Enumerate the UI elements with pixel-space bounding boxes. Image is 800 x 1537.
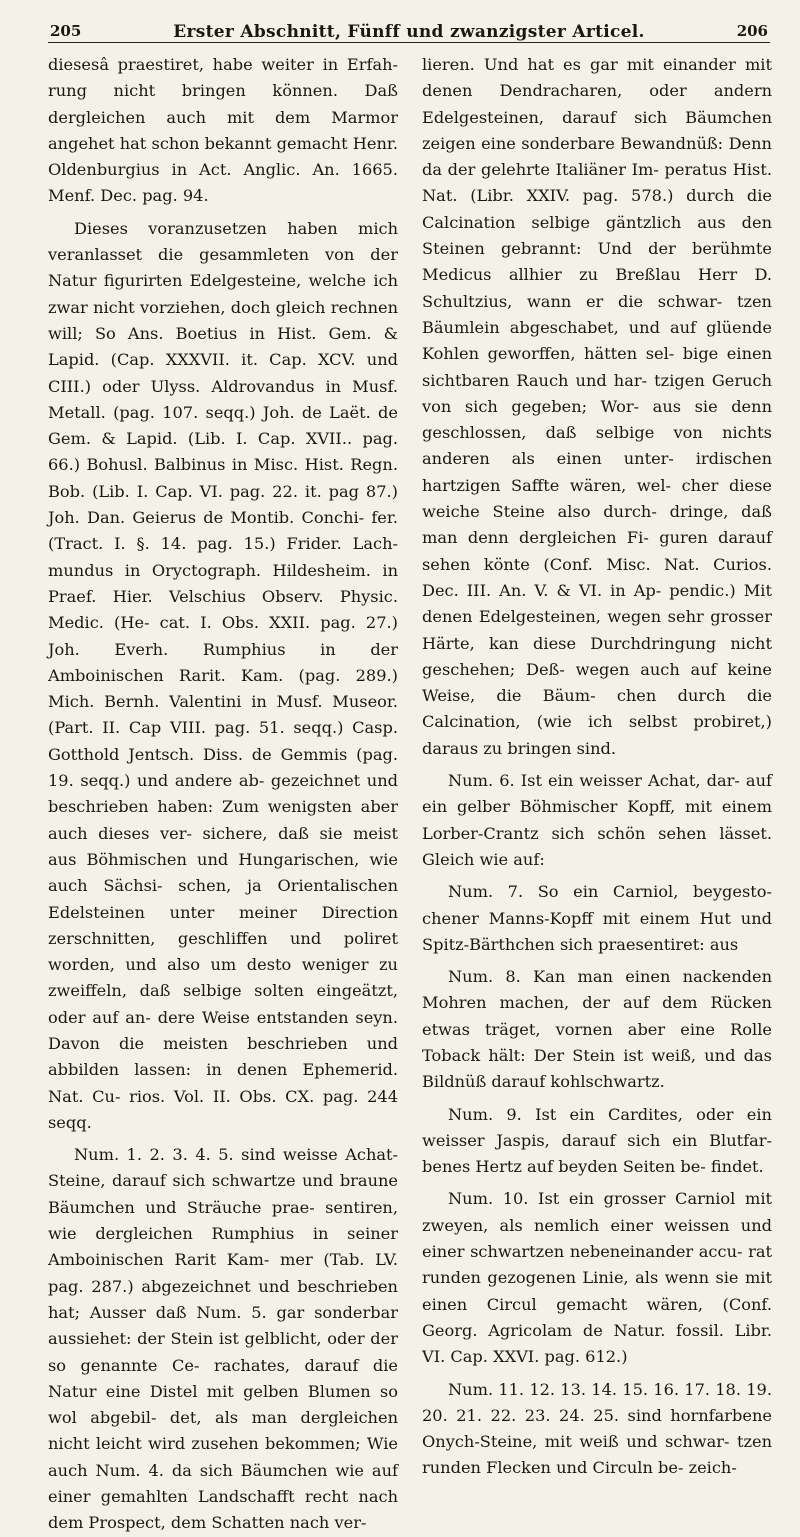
running-header <box>48 8 770 43</box>
running-title: Erster Abschnitt, Fünff und zwanzigster Articel. <box>173 22 645 42</box>
paragraph: Num. 11. 12. 13. 14. 15. 16. 17. 18. 19. 20. 21. 22. 23. 24. 25. sind hornfarbene Onych-Steine, mit weiß und schwar- tzen runden Flecken und Circuln be- zeich- <box>422 1379 772 1478</box>
paragraph: Dieses voranzusetzen haben mich veranlasset die gesammleten von der Natur figurirten Edelgesteine, welche ich zwar nicht vorziehen, doch gleich rechnen will; So Ans. Boetius in Hist. Gem. & Lapid. (Cap. XXXVII. it. Cap. XCV. und CIII.) oder Ulyss. Aldrovandus in Musf. Metall. (pag. 107. seqq.) Joh. de Laët. de Gem. & Lapid. (Lib. I. Cap. XVII.. pag. 66.) Bohusl. Balbinus in Misc. Hist. Regn. Bob. (Lib. I. Cap. VI. pag. 22. it. pag 87.) Joh. Dan. Geierus de Montib. Conchi- fer. (Tract. I. §. 14. pag. 15.) Frider. Lach- mundus in Oryctograph. Hildesheim. in Praef. Hier. Velschius Observ. Physic. Medic. (He- cat. I. Obs. XXII. pag. 27.) Joh. Everh. Rumphius in der Amboinischen Rarit. Kam. (pag. 289.) Mich. Bernh. Valentini in Musf. Museor. (Part. II. Cap VIII. pag. 51. seqq.) Casp. Gotthold Jentsch. Diss. de Gemmis (pag. 19. seqq.) und andere ab- gezeichnet und beschrieben haben: Zum wenigsten aber auch dieses ver- sichere, daß sie meist aus Böhmischen und Hungarischen, wie auch Sächsi- schen, ja Orientalischen Edelsteinen unter meiner Direction zerschnitten, geschliffen und poliret worden, und also um desto weniger zu zweiffeln, daß selbige solten eingeätzt, oder auf an- dere Weise entstanden seyn. Davon die meisten beschrieben und abbilden lassen: in denen Ephemerid. Nat. Cu- rios. Vol. II. Obs. CX. pag. 244 seqq. <box>48 218 398 1132</box>
paragraph: Num. 6. Ist ein weisser Achat, dar- auf ein gelber Böhmischer Kopff, mit einem Lorber-Crantz sich schön sehen lässet. Gleich wie auf: <box>422 771 772 869</box>
right-column <box>422 52 772 1478</box>
paragraph: Num. 8. Kan man einen nackenden Mohren machen, der auf dem Rücken etwas träget, vornen aber eine Rolle Toback hält: Der Stein ist weiß, und das Bildnüß darauf kohlschwartz. <box>422 967 772 1092</box>
paragraph: Num. 10. Ist ein grosser Carniol mit zweyen, als nemlich einer weissen und einer schwartzen nebeneinander accu- rat runden gezogenen Linie, als wenn sie mit einen Circul gemacht wären, (Conf. Georg. Agricolam de Natur. fossil. Libr. VI. Cap. XXVI. pag. 612.) <box>422 1189 772 1367</box>
paragraph: Num. 1. 2. 3. 4. 5. sind weisse Achat- Steine, darauf sich schwartze und braune Bäumchen und Sträuche prae- sentiren, wie dergleichen Rumphius in seiner Amboinischen Rarit Kam- mer (Tab. LV. pag. 287.) abgezeichnet und beschrieben hat; Ausser daß Num. 5. gar sonderbar aussiehet: der Stein ist gelblicht, oder der so genannte Ce- rachates, darauf die Natur eine Distel mit gelben Blumen so wol abgebil- det, als man dergleichen nicht leicht wird zusehen bekommen; Wie auch Num. 4. da sich Bäumchen wie auf einer gemahlten Landschafft recht nach dem Prospect, dem Schatten nach ver- <box>48 1145 398 1533</box>
page-number-left: 205 <box>50 22 82 40</box>
paragraph: diesesâ praestiret, habe weiter in Erfah- rung nicht bringen können. Daß dergleichen auch mit dem Marmor angehet hat schon bekannt gemacht Henr. Oldenburgius in Act. Anglic. An. 1665. Menf. Dec. pag. 94. <box>48 55 398 206</box>
left-column <box>48 52 398 1533</box>
paragraph: Num. 7. So ein Carniol, beygesto- chener Manns-Kopff mit einem Hut und Spitz-Bärthchen sich praesentiret: aus <box>422 882 772 954</box>
paragraph: Num. 9. Ist ein Cardites, oder ein weisser Jaspis, darauf sich ein Blutfar- benes Hertz auf beyden Seiten be- findet. <box>422 1104 772 1177</box>
page-number-right: 206 <box>736 22 768 40</box>
paragraph: lieren. Und hat es gar mit einander mit denen Dendracharen, oder andern Edelgesteinen, darauf sich Bäumchen zeigen eine sonderbare Bewandnüß: Denn da der gelehrte Italiäner Im- peratus Hist. Nat. (Libr. XXIV. pag. 578.) durch die Calcination selbige gäntzlich aus den Steinen gebrannt: Und der berühmte Medicus allhier zu Breßlau Herr D. Schultzius, wann er die schwar- tzen Bäumlein abgeschabet, und auf glüende Kohlen geworffen, hätten sel- bige einen sichtbaren Rauch und har- tzigen Geruch von sich gegeben; Wor- aus sie denn geschlossen, daß selbige von nichts anderen als einen unter- irdischen hartzigen Saffte wären, wel- cher diese weiche Steine also durch- dringe, daß man denn dergleichen Fi- guren darauf sehen könte (Conf. Misc. Nat. Curios. Dec. III. An. V. & VI. in Ap- pendic.) Mit denen Edelgesteinen, wegen sehr grosser Härte, kan diese Durchdringung nicht geschehen; Deß- wegen auch auf keine Weise, die Bäum- chen durch die Calcination, (wie ich selbst probiret,) daraus zu bringen sind. <box>422 55 772 758</box>
